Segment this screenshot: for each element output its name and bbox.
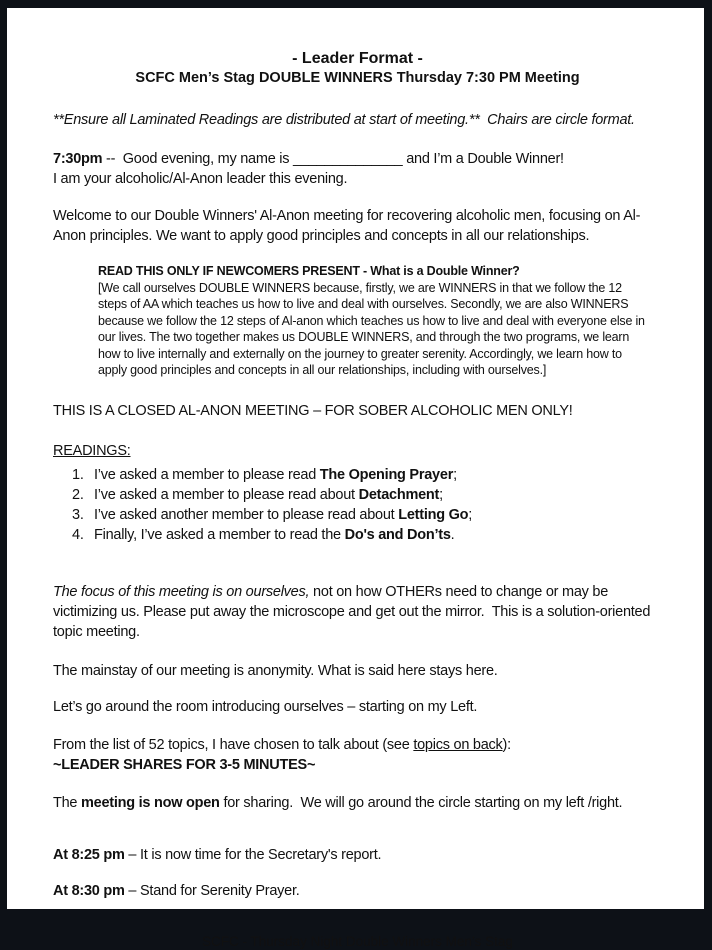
document-title: - Leader Format -: [292, 50, 423, 67]
schedule-item-825: [53, 845, 662, 865]
anonymity-paragraph: The mainstay of our meeting is anonymity. What is said here stays here.: [53, 662, 498, 679]
greeting-time: 7:30pm: [53, 151, 103, 167]
reading-item-2: [72, 485, 662, 505]
welcome-paragraph: Welcome to our Double Winners' Al-Anon meeting for recovering alcoholic men, focusing on Al-Anon principles. We want to apply good principles and concepts in all our relationships.: [53, 208, 641, 244]
newcomers-heading: READ THIS ONLY IF NEWCOMERS PRESENT - What is a Double Winner?: [98, 264, 520, 278]
focus-paragraph: [53, 582, 662, 642]
reading-text: I’ve asked another member to please read about Letting Go;: [94, 506, 473, 523]
reading-item-4: [72, 525, 662, 545]
schedule-text: – Stand for Serenity Prayer.: [124, 882, 300, 899]
reading-number: 1.: [72, 466, 84, 483]
leader-shares-line: ~LEADER SHARES FOR 3-5 MINUTES~: [53, 756, 316, 773]
open-pre: The: [53, 794, 82, 811]
schedule-item-830: [53, 881, 662, 901]
schedule-text: – It is now time for the Secretary's report.: [124, 846, 382, 863]
open-post: for sharing. We will go around the circle starting on my left /right.: [219, 794, 623, 811]
newcomers-body: [We call ourselves DOUBLE WINNERS because, firstly, we are WINNERS in that we follow the 12 steps of AA which teaches us how to live and deal with ourselves. Secondly, we are also WINNERS because we follow the 12 steps of Al-anon which teaches us how to live and deal with everyone else in our lives. The two together makes us DOUBLE WINNERS, and through the two programs, we learn how to live internally and externally on the journey to greater serenity. Accordingly, we learn how to apply good principles and concepts in all our relationships, including with ourselves.]: [98, 280, 649, 377]
schedule-time: At 8:30 pm: [53, 882, 125, 899]
focus-italic: The focus of this meeting is on ourselves,: [53, 583, 310, 600]
reading-item-1: [72, 465, 662, 485]
reading-number: 3.: [72, 506, 84, 523]
topic-line: [53, 735, 662, 755]
readings-list: [53, 465, 662, 545]
newcomers-block: [98, 263, 648, 379]
closed-meeting-notice: THIS IS A CLOSED AL-ANON MEETING – FOR SOBER ALCOHOLIC MEN ONLY!: [53, 402, 573, 419]
topics-on-back-link: topics on back: [413, 736, 503, 753]
open-sharing-paragraph: [53, 793, 662, 813]
reading-number: 4.: [72, 526, 84, 543]
open-bold: meeting is now open: [81, 794, 220, 811]
readings-heading: READINGS:: [53, 442, 131, 459]
setup-note: **Ensure all Laminated Readings are distributed at start of meeting.** Chairs are circle format.: [53, 112, 635, 128]
document-subtitle: SCFC Men’s Stag DOUBLE WINNERS Thursday 7:30 PM Meeting: [135, 70, 580, 86]
introductions-paragraph: Let’s go around the room introducing ourselves – starting on my Left.: [53, 698, 478, 715]
schedule-time: At 8:25 pm: [53, 846, 125, 863]
greeting-line-2: I am your alcoholic/Al-Anon leader this evening.: [53, 171, 348, 187]
topic-pre: From the list of 52 topics, I have chosen to talk about (see: [53, 736, 414, 753]
topic-post: ):: [502, 736, 511, 753]
document-page: [7, 8, 704, 949]
focus-rest: not on how OTHERs need to change or may be victimizing us. Please put away the microscope and get out the mirror. This is a solution-oriented topic meeting.: [53, 583, 654, 640]
reading-text: I’ve asked a member to please read The Opening Prayer;: [94, 466, 457, 483]
reading-text: Finally, I’ve asked a member to read the Do's and Don’ts.: [94, 526, 455, 543]
reading-text: I’ve asked a member to please read about Detachment;: [94, 486, 443, 503]
reading-number: 2.: [72, 486, 84, 503]
document-footer: SCFC - Thursday Night Double Winners Men’s Stag: [202, 933, 513, 949]
greeting-text: -- Good evening, my name is ______________ and I’m a Double Winner!: [102, 151, 564, 167]
greeting-line-1: [53, 149, 662, 169]
topic-paragraph: [53, 735, 662, 775]
greeting-paragraph: [53, 149, 662, 189]
reading-item-3: [72, 505, 662, 525]
